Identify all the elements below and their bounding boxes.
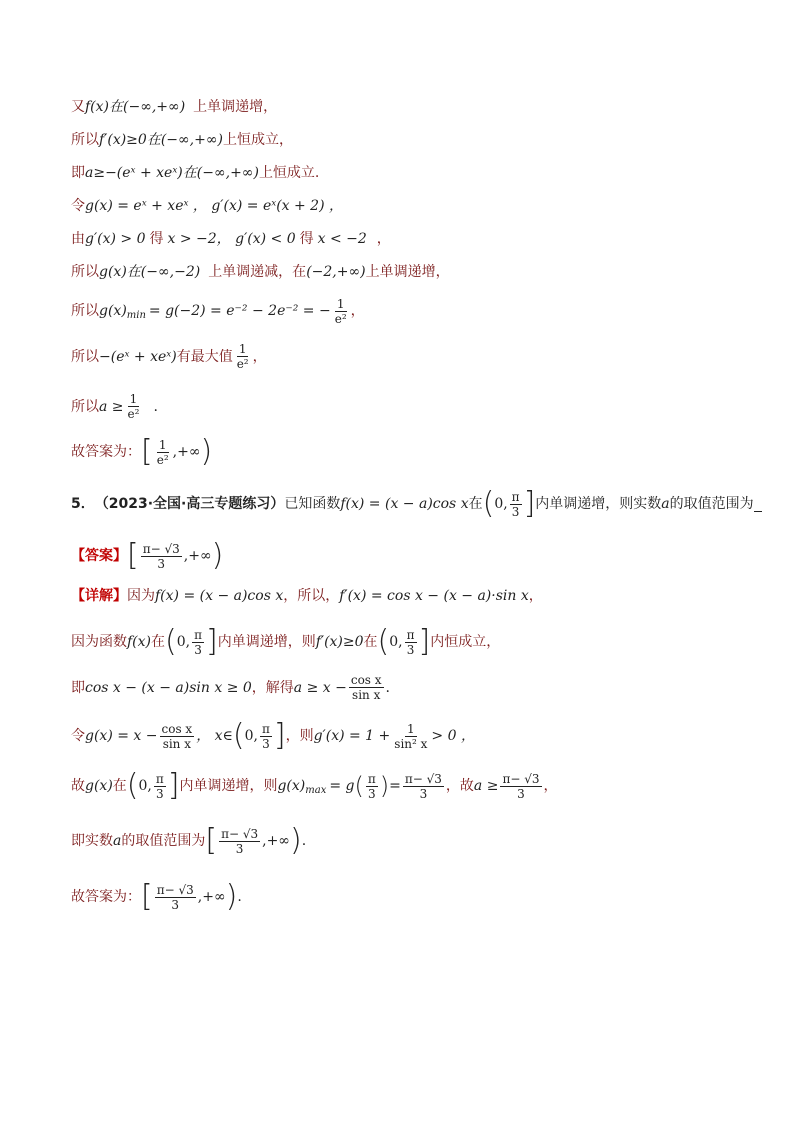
solution-line-3: [71, 163, 319, 183]
fraction-numerator: cos x: [161, 721, 193, 736]
fraction: [160, 722, 195, 751]
text: 上恒成立.: [258, 165, 320, 181]
text: 得: [149, 231, 164, 247]
math-expression: a≥−(eˣ + xeˣ)在(−∞,+∞): [85, 165, 259, 181]
variable: a: [113, 833, 122, 849]
text: 在: [112, 778, 127, 794]
text: 即实数: [71, 833, 113, 849]
detail-line-3: [71, 673, 390, 702]
left-bracket: (: [165, 624, 177, 659]
subscript: min: [126, 310, 146, 321]
fraction-numerator: 1: [158, 437, 167, 452]
text: 有最大值: [176, 348, 233, 365]
fraction-numerator: cos x: [350, 673, 382, 687]
text: 即: [71, 679, 85, 696]
math-expression: cos x − (x − a)sin x ≥ 0: [85, 679, 252, 696]
text: 得: [299, 231, 314, 247]
fraction-numerator: π− √3: [502, 771, 540, 786]
math-expression: ,+∞: [262, 833, 290, 849]
fraction: [500, 772, 541, 801]
right-paren: ): [379, 772, 390, 800]
math-expression: −(eˣ + xeˣ): [99, 348, 177, 365]
fraction-numerator: π− √3: [221, 826, 259, 841]
math-expression: f′(x)≥0: [315, 634, 364, 650]
fraction: [392, 722, 429, 751]
math-expression: ,+∞: [172, 444, 201, 460]
text: 内单调递增，则: [179, 778, 278, 794]
text: ，: [376, 231, 391, 247]
left-bracket: [: [141, 879, 153, 914]
fraction-numerator: π: [367, 771, 376, 786]
solution-line-1: [71, 97, 277, 117]
math-expression: g(x)在(−∞,−2): [99, 264, 201, 280]
question-5: [71, 486, 762, 521]
math-expression: ,+∞: [183, 548, 212, 564]
text: 内单调递增，则实数: [535, 496, 662, 512]
detail-line-2: [71, 624, 501, 659]
fraction: [235, 342, 251, 371]
text: 上单调递增，: [193, 99, 278, 115]
math-expression: a ≥ x −: [293, 679, 347, 696]
fraction-denominator: sin x: [162, 736, 191, 751]
fraction: [333, 297, 349, 326]
fraction-denominator: 3: [368, 786, 376, 801]
text: ，: [350, 303, 365, 319]
solution-line-8: [71, 342, 267, 371]
fraction-numerator: π: [406, 627, 415, 642]
fraction: [510, 490, 522, 519]
math-expression: = g(−2) = e⁻² − 2e⁻² = −: [148, 303, 331, 319]
text: .: [385, 679, 390, 696]
text: 已知函数: [284, 496, 341, 512]
fraction-denominator: 3: [157, 556, 166, 571]
math-expression: 0,: [494, 496, 508, 512]
text: 内单调递增，则: [217, 634, 316, 650]
text: 又: [71, 99, 85, 115]
right-bracket: ): [200, 434, 213, 469]
fraction-numerator: 1: [407, 721, 415, 736]
text: 令: [71, 728, 85, 744]
solution-line-10: [71, 434, 213, 469]
text: 即: [71, 165, 85, 181]
fraction-numerator: 1: [129, 392, 138, 406]
text: ，所以，: [283, 588, 340, 604]
right-bracket: ): [225, 879, 238, 914]
solution-line-5: [71, 229, 391, 249]
left-bracket: (: [126, 768, 139, 803]
question-number: 5．: [71, 496, 95, 512]
text: ，: [528, 588, 543, 604]
fraction: [141, 542, 182, 571]
text: 在: [468, 496, 483, 512]
text: ，则: [285, 728, 314, 744]
fraction: [349, 673, 384, 702]
math-expression: g(x): [85, 778, 113, 794]
text: 由: [71, 231, 85, 247]
text: 故: [71, 778, 85, 794]
text: 所以: [71, 348, 99, 365]
math-expression: f(x) = (x − a)cos x: [340, 496, 469, 512]
math-expression: ， x∈: [196, 728, 233, 744]
text: 故答案为：: [71, 889, 141, 905]
fraction-numerator: π− √3: [142, 541, 180, 556]
fraction-denominator: sin x: [352, 688, 381, 702]
text: 故答案为：: [71, 444, 141, 460]
fraction-denominator: 3: [262, 736, 270, 751]
math-expression: 0,: [138, 778, 152, 794]
left-paren: (: [354, 772, 364, 800]
fraction: [154, 772, 166, 801]
fraction: [260, 722, 272, 751]
math-expression: > 0 ，: [431, 728, 475, 744]
text: ，故: [445, 778, 474, 794]
text: 所以: [71, 398, 99, 415]
math-expression: ， g′(x) < 0: [216, 231, 296, 247]
left-bracket: (: [232, 718, 245, 753]
math-expression: a ≥: [473, 778, 499, 794]
fraction-numerator: π: [155, 771, 164, 786]
math-expression: f′(x)≥0在(−∞,+∞): [99, 132, 223, 148]
right-bracket: ]: [167, 768, 180, 803]
fraction-denominator: 3: [517, 786, 525, 801]
text: 因为: [127, 588, 155, 604]
fraction-denominator: e²: [236, 357, 249, 371]
fraction: [126, 392, 142, 421]
right-bracket: ]: [205, 624, 218, 659]
math-expression: =: [389, 778, 401, 794]
text: 上单调递减，在: [208, 264, 307, 280]
left-bracket: [: [141, 434, 153, 469]
math-expression: 0,: [244, 728, 258, 744]
math-expression: x > −2: [167, 231, 217, 247]
math-expression: a ≥: [99, 398, 124, 415]
left-bracket: [: [127, 538, 139, 573]
solution-line-2: [71, 130, 293, 150]
fraction: [366, 772, 378, 801]
math-expression: = g: [329, 778, 355, 794]
text: 在: [151, 634, 166, 650]
math-expression: 0,: [389, 634, 403, 650]
fraction-numerator: π: [194, 627, 202, 642]
text: 所以: [71, 264, 99, 280]
text: 因为函数: [71, 634, 127, 650]
fraction-denominator: 3: [419, 786, 428, 801]
detail-line-7: [71, 879, 242, 914]
math-expression: x < −2: [317, 231, 367, 247]
fraction-denominator: 3: [406, 642, 415, 657]
text: 的取值范围为: [669, 496, 754, 512]
math-expression: g(x): [277, 778, 306, 794]
fraction-numerator: π: [261, 721, 270, 736]
right-bracket: ]: [273, 718, 286, 753]
left-bracket: [: [205, 823, 218, 858]
solution-line-4: [71, 196, 343, 216]
right-bracket: ]: [418, 624, 431, 659]
math-expression: f(x) = (x − a)cos x: [155, 588, 284, 604]
fraction-numerator: 1: [336, 296, 345, 311]
text: 上恒成立，: [222, 132, 293, 148]
fraction-denominator: 3: [235, 841, 244, 856]
fraction-numerator: π− √3: [404, 771, 442, 786]
fraction: [219, 827, 260, 856]
fraction: [405, 628, 417, 657]
right-bracket: ): [289, 823, 302, 858]
fraction-denominator: sin² x: [394, 736, 428, 751]
solution-line-6: [71, 262, 450, 282]
fraction-denominator: 3: [194, 642, 202, 657]
detail-line-1: [71, 586, 543, 606]
math-expression: f′(x) = cos x − (x − a)·sin x: [339, 588, 529, 604]
text: ，: [543, 778, 558, 794]
right-bracket: ]: [523, 486, 536, 521]
fraction-numerator: π− √3: [156, 882, 194, 897]
math-expression: f(x)在(−∞,+∞): [85, 99, 186, 115]
text: 所以: [71, 303, 99, 319]
detail-tag: 【详解】: [71, 588, 127, 604]
left-bracket: (: [482, 486, 495, 521]
math-expression: ,+∞: [197, 889, 226, 905]
right-bracket: ): [211, 538, 224, 573]
fraction-denominator: e²: [156, 452, 169, 467]
math-expression: g′(x) = 1 +: [313, 728, 391, 744]
fraction-denominator: e²: [334, 311, 347, 326]
subscript: max: [305, 785, 327, 796]
solution-line-7: [71, 296, 365, 326]
fraction: [403, 772, 444, 801]
math-expression: g(x) = x −: [85, 728, 158, 744]
question-source: （2023·全国·高三专题练习）: [94, 496, 285, 512]
text: 上单调递增，: [365, 264, 450, 280]
detail-line-6: [71, 823, 307, 858]
fraction-numerator: π: [511, 489, 520, 504]
fraction: [155, 438, 171, 467]
fraction-denominator: 3: [155, 786, 164, 801]
detail-line-4: [71, 718, 475, 753]
text: .: [153, 398, 158, 415]
text: 在: [363, 634, 378, 650]
variable: a: [661, 496, 670, 512]
fraction-denominator: e²: [127, 407, 140, 421]
text: .: [237, 889, 242, 905]
text: 令: [71, 198, 85, 214]
math-expression: g(x) = eˣ + xeˣ ， g′(x) = eˣ(x + 2) ，: [85, 198, 344, 214]
fraction: [155, 883, 196, 912]
fraction: [192, 628, 204, 657]
text: ，: [252, 348, 267, 365]
math-expression: 0,: [176, 634, 191, 650]
text: 内恒成立，: [430, 634, 501, 650]
text: ，解得: [251, 679, 294, 696]
left-bracket: (: [377, 624, 390, 659]
text: .: [301, 833, 307, 849]
fraction-denominator: 3: [171, 897, 180, 912]
fraction-denominator: 3: [511, 504, 520, 519]
answer-blank: [754, 497, 762, 512]
answer-line: [71, 538, 224, 573]
text: 的取值范围为: [121, 833, 206, 849]
math-expression: f(x): [127, 634, 152, 650]
text: 所以: [71, 132, 99, 148]
math-expression: (−2,+∞): [306, 264, 366, 280]
solution-line-9: [71, 392, 158, 421]
math-expression: g′(x) > 0: [85, 231, 146, 247]
fraction-numerator: 1: [238, 342, 247, 356]
answer-tag: 【答案】: [71, 548, 127, 564]
detail-line-5: [71, 768, 558, 803]
math-expression: g(x): [99, 303, 127, 319]
